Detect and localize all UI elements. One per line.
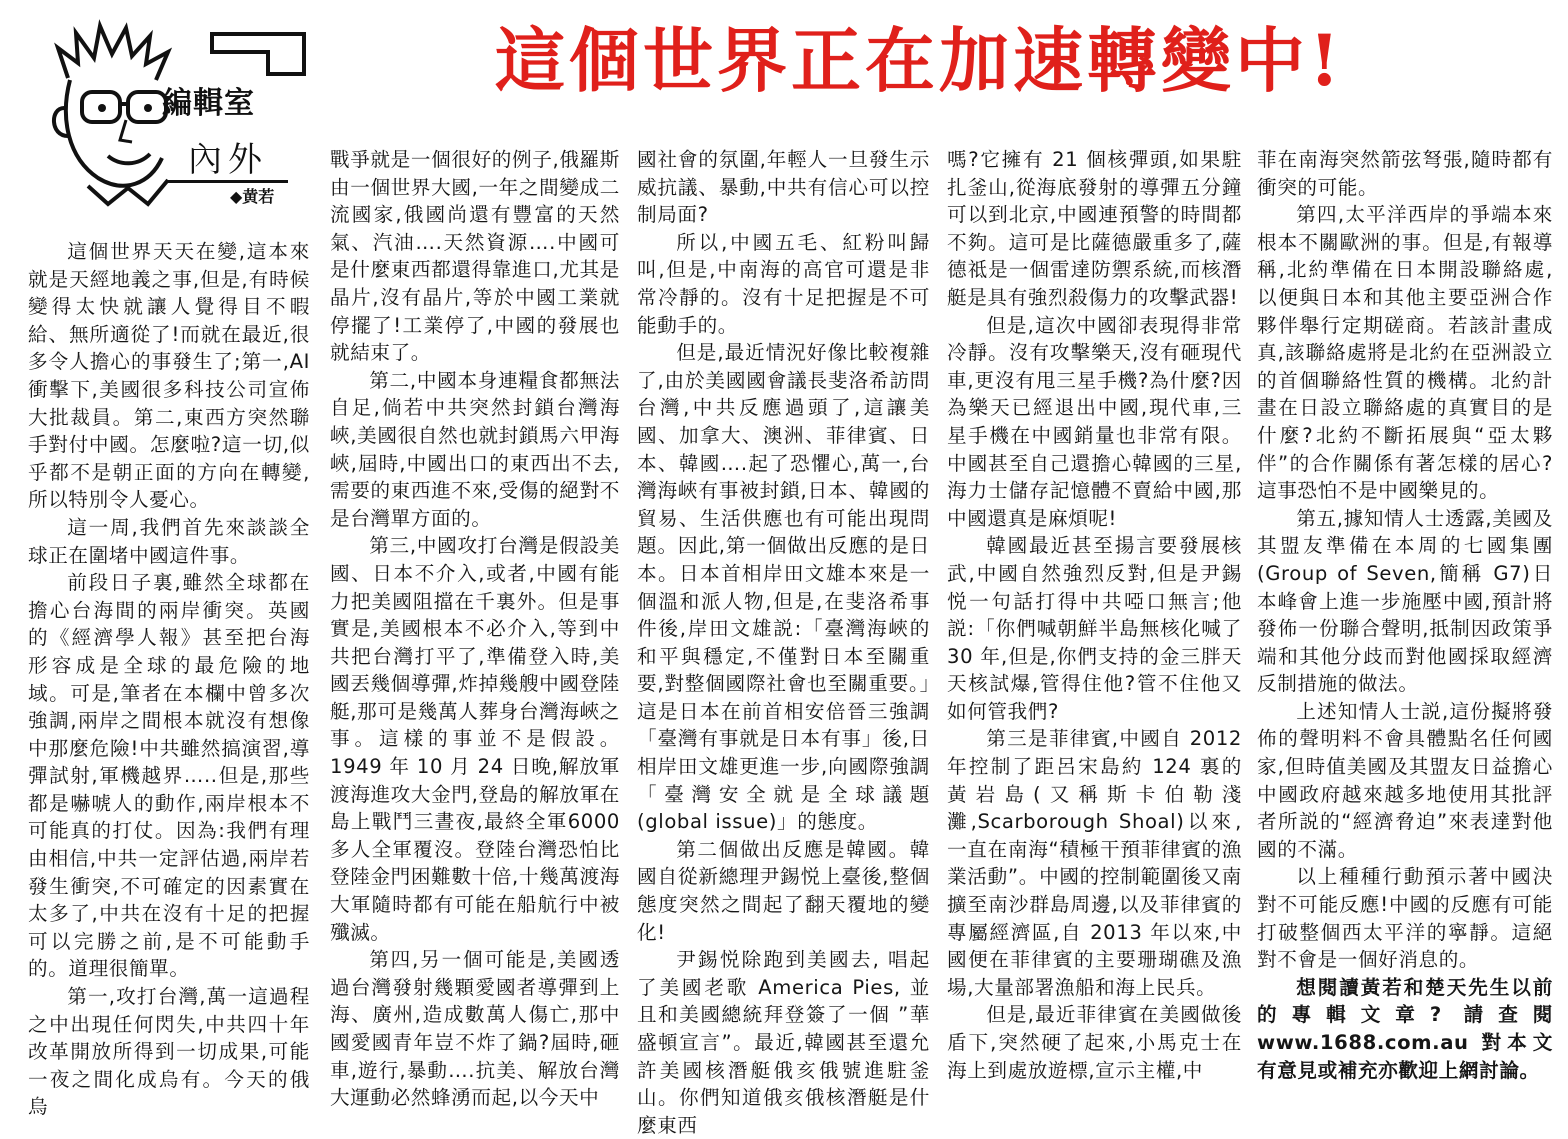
article-column-5 [1257,146,1553,1082]
paragraph: 這個世界天天在變,這本來就是天經地義之事,但是,有時候變得太快就讓人覺得目不暇給、無所適從了!而就在最近,很多令人擔心的事發生了;第一,AI 衝擊下,美國很多科技公司宣佈大批裁員。第二,東西方突然聯手對付中國。怎麼啦?這一切,似乎都不是朝正面的方向在轉變,所以特別令人憂心。 [28,240,310,512]
paragraph: 第二個做出反應是韓國。韓國自從新總理尹錫悦上臺後,整個態度突然之間起了翻天覆地的變化! [637,837,930,944]
column-author: ◆黄若 [230,187,275,206]
paragraph: 戰爭就是一個很好的例子,俄羅斯由一個世界大國,一年之間變成二流國家,俄國尚還有豐富的天然氣、汽油….天然資源….中國可是什麼東西都還得靠進口,尤其是晶片,沒有晶片,等於中國工業就停擺了!工業停了,中國的發展也就結束了。 [330,148,620,365]
column-underline [168,180,288,183]
promo-note: 想閱讀黃若和楚天先生以前的專輯文章? 請查閱 www.1688.com.au 對本文有意見或補充亦歡迎上網討論。 [1257,975,1553,1082]
paragraph: 但是,最近菲律賓在美國做後盾下,突然硬了起來,小馬克士在海上到處放遊標,宣示主權,中 [947,1003,1242,1082]
column-name: 編輯室 [162,86,255,121]
paragraph: 但是,最近情況好像比較複雜了,由於美國國會議長斐洛希訪問台灣,中共反應過頭了,這讓美國、加拿大、澳洲、菲律賓、日本、韓國….起了恐懼心,萬一,台灣海峽有事被封鎖,日本、韓國的貿易、生活供應也有可能出現問題。因此,第一個做出反應的是日本。日本首相岸田文雄本來是一個溫和派人物,但是,在斐洛希事件後,岸田文雄説:「臺灣海峽的和平與穩定,不僅對日本至關重要,對整個國際社會也至關重要。」這是日本在前首相安倍晉三強調「臺灣有事就是日本有事」後,日相岸田文雄更進一步,向國際強調「臺灣安全就是全球議題(global issue)」的態度。 [637,341,930,834]
headline: 這個世界正在加速轉變中! [495,19,1344,102]
article-column-1 [28,238,310,1119]
paragraph: 以上種種行動預示著中國決對不可能反應!中國的反應有可能打破整個西太平洋的寧靜。這絕對不會是一個好消息的。 [1257,865,1553,972]
paragraph: 第三,中國攻打台灣是假設美國、日本不介入,或者,中國有能力把美國阻擋在千裏外。但是事實是,美國根本不必介入,等到中共把台灣打平了,準備登入時,美國丟幾個導彈,炸掉幾艘中國登陸艇,那可是幾萬人葬身台灣海峽之事。這樣的事並不是假設。1949 年 10 月 24 日晚,解放軍渡海進攻大金門,登島的解放軍在島上戰鬥三晝夜,最終全軍6000 多人全軍覆沒。登陸台灣恐怕比登陸金門困難數十倍,十幾萬渡海大軍隨時都有可能在船航行中被殲滅。 [330,534,620,944]
paragraph: 尹錫悦除跑到美國去, 唱起了美國老歌 America Pies, 並且和美國總統拜登簽了一個 ”華盛頓宣言”。最近,韓國甚至還允許美國核潛艇俄亥俄號進駐釜山。你們知道俄亥俄核潛艇是什麼東西 [637,948,930,1137]
paragraph: 這一周,我們首先來談談全球正在圍堵中國這件事。 [28,515,310,567]
article-column-4 [947,146,1242,1082]
article-column-2 [330,146,620,1110]
paragraph: 第二,中國本身連糧食都無法自足,倘若中共突然封鎖台灣海峽,美國很自然也就封鎖馬六甲海峽,屆時,中國出口的東西出不去,需要的東西進不來,受傷的絕對不是台灣單方面的。 [330,368,620,530]
column-logo [28,8,328,218]
paragraph: 韓國最近甚至揚言要發展核武,中國自然強烈反對,但是尹錫悦一句話打得中共啞口無言;他説:「你們喊朝鮮半島無核化喊了 30 年,但是,你們支持的金三胖天天核試爆,管得住他?管不住他又如何管我們? [947,534,1242,723]
column-subtitle: 內外 [188,140,268,180]
paragraph: 國社會的氛圍,年輕人一旦發生示威抗議、暴動,中共有信心可以控制局面? [637,148,930,227]
paragraph: 菲在南海突然箭弦弩張,隨時都有衝突的可能。 [1257,148,1553,199]
paragraph: 第四,太平洋西岸的爭端本來根本不關歐洲的事。但是,有報導稱,北約準備在日本開設聯絡處,以便與日本和其他主要亞洲合作夥伴舉行定期磋商。若該計畫成真,該聯絡處將是北約在亞洲設立的首個聯絡性質的機構。北約計畫在日設立聯絡處的真實目的是什麼?北約不斷拓展與“亞太夥伴”的合作關係有著怎樣的居心?這事恐怕不是中國樂見的。 [1257,203,1553,503]
paragraph: 但是,這次中國卻表現得非常冷靜。沒有攻擊樂天,沒有砸現代車,更沒有甩三星手機?為什麼?因為樂天已經退出中國,現代車,三星手機在中國銷量也非常有限。中國甚至自己還擔心韓國的三星,海力士儲存記憶體不賣給中國,那中國還真是麻煩呢! [947,313,1242,530]
paragraph: 嗎?它擁有 21 個核彈頭,如果駐扎釜山,從海底發射的導彈五分鐘可以到北京,中國連預警的時間都不夠。這可是比薩德嚴重多了,薩德祗是一個雷達防禦系統,而核潛艇是具有強烈殺傷力的攻擊武器! [947,148,1242,309]
paragraph: 第一,攻打台灣,萬一這過程之中出現任何閃失,中共四十年改革開放所得到一切成果,可能一夜之間化成烏有。今天的俄烏 [28,985,310,1119]
paragraph: 第五,據知情人士透露,美國及其盟友準備在本周的七國集團(Group of Seven,簡稱 G7)日本峰會上進一步施壓中國,預計將發佈一份聯合聲明,抵制因政策爭端和其他分歧而對他國採取經濟反制措施的做法。 [1257,506,1553,696]
paragraph: 第三是菲律賓,中國自 2012 年控制了距呂宋島約 124 裏的黃岩島(又稱斯卡伯勒淺灘,Scarborough Shoal)以來,一直在南海“積極干預菲律賓的漁業活動”。中國的控制範圍後又南擴至南沙群島周邊,以及菲律賓的專屬經濟區,自 2013 年以來,中國便在菲律賓的主要珊瑚礁及漁場,大量部署漁船和海上民兵。 [947,727,1242,999]
article-column-3 [637,146,930,1137]
paragraph: 前段日子裏,雖然全球都在擔心台海間的兩岸衝突。英國的《經濟學人報》甚至把台海形容成是全球的最危險的地域。可是,筆者在本欄中曾多次強調,兩岸之間根本就沒有想像中那麼危險!中共雖然搞演習,導彈試射,軍機越界…..但是,那些都是嚇唬人的動作,兩岸根本不可能真的打仗。因為:我們有理由相信,中共一定評估過,兩岸若發生衝突,不可確定的因素實在太多了,中共在沒有十足的把握可以完勝之前,是不可能動手的。道理很簡單。 [28,571,310,981]
paragraph: 上述知情人士説,這份擬將發佈的聲明料不會具體點名任何國家,但時值美國及其盟友日益擔心中國政府越來越多地使用其批評者所説的“經濟脅迫”來表達對他國的不滿。 [1257,699,1553,861]
column-logo-mark [208,30,308,76]
paragraph: 第四,另一個可能是,美國透過台灣發射幾顆愛國者導彈到上海、廣州,造成數萬人傷亡,那中國愛國青年豈不炸了鍋?屆時,砸車,遊行,暴動….抗美、解放台灣大運動必然蜂湧而起,以今天中 [330,948,620,1110]
paragraph: 所以,中國五毛、紅粉叫歸叫,但是,中南海的高官可還是非常冷靜的。沒有十足把握是不可能動手的。 [637,230,930,337]
